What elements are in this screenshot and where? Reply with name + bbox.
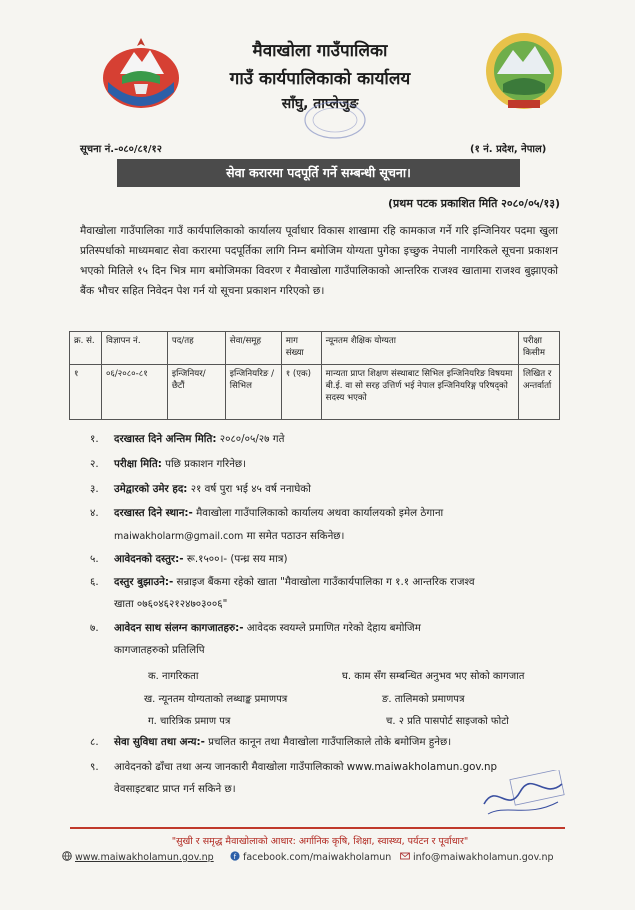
notice-number: सूचना नं.-०८०/८१/१२ (80, 144, 162, 155)
municipality-name: मैवाखोला गाउँपालिका (252, 41, 388, 61)
globe-icon (62, 851, 72, 861)
item-text: प्रचलित कानून तथा मैवाखोला गाउँपालिकाले तोके बमोजिम हुनेछ। (204, 736, 452, 748)
item-application-email (114, 529, 344, 543)
item-number: १. (90, 433, 99, 445)
doc-training: ङ. तालिमको प्रमाणपत्र (382, 694, 465, 705)
item-number: ९. (90, 761, 99, 773)
email-link[interactable]: maiwakholarm@gmail.com (114, 531, 244, 542)
table-cell: १ (70, 365, 102, 420)
item-label: दरखास्त दिने स्थान:- (114, 507, 193, 519)
vacancy-table (69, 331, 560, 420)
item-label: दस्तुर बुझाउने:- (114, 576, 174, 588)
item-facilities (90, 735, 452, 749)
item-exam-date (90, 457, 247, 471)
table-header-cell: माग संख्या (281, 332, 321, 365)
svg-text:f: f (233, 853, 237, 861)
table-header-cell: सेवा/समूह (225, 332, 281, 365)
facebook-icon (230, 851, 240, 861)
item-text: रू.१५००।- (पन्ध्र सय मात्र) (183, 553, 288, 565)
item-number: ८. (90, 736, 99, 748)
item-label: परीक्षा मिति: (114, 458, 162, 470)
email-link[interactable]: info@maiwakholamun.gov.np (413, 852, 554, 863)
item-application-place (90, 506, 444, 520)
item-label: दरखास्त दिने अन्तिम मिति: (114, 433, 217, 445)
item-deadline (90, 432, 285, 446)
item-text: मैवाखोला गाउँपालिकाको कार्यालय अथवा कार्यालयको इमेल ठेगाना (192, 507, 444, 519)
item-label: सेवा सुविधा तथा अन्य:- (114, 736, 205, 748)
table-header-cell: विज्ञापन नं. (101, 332, 167, 365)
publish-date: (प्रथम पटक प्रकाशित मिति २०८०/०५/१३) (388, 197, 560, 210)
signature-stamp-icon (478, 770, 568, 824)
table-cell: लिखित र अन्तर्वार्ता (518, 365, 559, 420)
office-location: साँघु, ताप्लेजुङ (281, 96, 359, 112)
item-website-info-2: वेवसाइटबाट प्राप्त गर्न सकिने छ। (114, 783, 236, 795)
item-fee-payment (90, 575, 475, 589)
table-header-cell: पद/तह (167, 332, 225, 365)
table-cell: मान्यता प्राप्त शिक्षण संस्थाबाट सिभिल इन्जिनियरिङ विषयमा बी.ई. वा सो सरह उत्तिर्ण भई नेपाल इन्जिनियरिङ्ग परिषद्को सदस्य भएको (321, 365, 518, 420)
item-account-number: खाता ०७६०४६२१२४७०३००६" (114, 598, 228, 610)
notice-title-banner: सेवा करारमा पदपूर्ति गर्ने सम्बन्धी सूचना। (117, 159, 520, 187)
facebook-link[interactable]: facebook.com/maiwakholamun (243, 852, 392, 863)
mail-icon (400, 851, 410, 861)
item-text: २१ वर्ष पुरा भई ४५ वर्ष ननाघेको (187, 483, 311, 495)
item-number: ४. (90, 507, 99, 519)
intro-paragraph: मैवाखोला गाउँपालिका गाउँ कार्यपालिकाको कार्यालय पूर्वाधार विकास शाखामा रहि कामकाज गर्ने गरि इन्जिनियर पदमा खुला प्रतिस्पर्धाको माध्यमबाट सेवा करारमा पदपूर्तिका लागि निम्न बमोजिम योग्यता पुगेका इच्छुक नेपाली नागरिकले सूचना प्रकाशन भएको मितिले १५ दिन भित्र माग बमोजिमका विवरण र मैवाखोला गाउँपालिकाको आन्तरिक राजश्व खातामा राजश्व बुझाएको बैंक भौचर सहित निवेदन पेश गर्न यो सूचना प्रकाशन गरिएको छ। (80, 225, 558, 297)
table-cell: ०६/२०८०-८१ (101, 365, 167, 420)
item-text: २०८०/०५/२७ गते (216, 433, 285, 445)
table-cell: १ (एक) (281, 365, 321, 420)
table-header-cell: परीक्षा किसीम (518, 332, 559, 365)
table-cell: इन्जिनियरिङ /सिभिल (225, 365, 281, 420)
table-header-row (70, 332, 560, 365)
item-website-info (90, 760, 498, 774)
item-number: ६. (90, 576, 99, 588)
item-text: सन्राइज बैंकमा रहेको खाता "मैवाखोला गाउँकार्यपालिका ग १.१ आन्तरिक राजश्व (173, 576, 475, 588)
item-number: २. (90, 458, 99, 470)
item-fee (90, 552, 288, 566)
item-number: ३. (90, 483, 99, 495)
item-label: आवेदनको दस्तुर:- (114, 553, 184, 565)
item-label: आवेदन साथ संलग्न कागजातहरु:- (114, 622, 244, 634)
footer-email[interactable] (400, 851, 554, 863)
item-number: ७. (90, 622, 99, 634)
footer-divider (70, 827, 565, 829)
website-link[interactable]: www.maiwakholamun.gov.np (75, 852, 214, 863)
item-text: आवेदनको ढाँचा तथा अन्य जानकारी मैवाखोला गाउँपालिकाको www.maiwakholamun.gov.np (114, 761, 498, 773)
item-documents-copy: कागजातहरुको प्रतिलिपि (114, 644, 205, 656)
doc-character-certificate: ग. चारित्रिक प्रमाण पत्र (148, 716, 231, 727)
municipality-logo-icon (483, 28, 565, 114)
item-number: ५. (90, 553, 99, 565)
item-documents (90, 621, 421, 635)
table-row (70, 365, 560, 420)
footer-facebook[interactable] (230, 851, 391, 863)
item-text: आवेदक स्वयम्ले प्रमाणित गरेको देहाय बमोजिम (243, 622, 421, 634)
office-stamp-icon (300, 98, 370, 142)
slogan: "सुखी र समृद्ध मैवाखोलाको आधार: अर्गानिक कृषि, शिक्षा, स्वास्थ्य, पर्यटन र पूर्वाधार" (171, 836, 469, 847)
table-header-cell: न्यूनतम शैक्षिक योग्यता (321, 332, 518, 365)
doc-photo: च. २ प्रति पासपोर्ट साइजको फोटो (386, 716, 509, 727)
office-name: गाउँ कार्यपालिकाको कार्यालय (229, 69, 411, 89)
doc-marksheet: ख. न्यूनतम योग्यताको लब्धाङ्क प्रमाणपत्र (144, 694, 288, 705)
table-cell: इन्जिनियर/ छैटौं (167, 365, 225, 420)
doc-experience: घ. काम सँग सम्बन्धित अनुभव भए सोको कागजात (342, 671, 525, 682)
item-label: उमेद्वारको उमेर हद: (114, 483, 188, 495)
footer-website[interactable] (62, 851, 214, 863)
table-header-cell: क्र. सं. (70, 332, 102, 365)
item-text: मा समेत पठाउन सकिनेछ। (243, 530, 345, 542)
doc-citizenship: क. नागरिकता (148, 671, 199, 682)
item-age-limit (90, 482, 311, 496)
item-text: पछि प्रकाशन गरिनेछ। (161, 458, 247, 470)
province-label: (१ नं. प्रदेश, नेपाल) (470, 144, 547, 155)
